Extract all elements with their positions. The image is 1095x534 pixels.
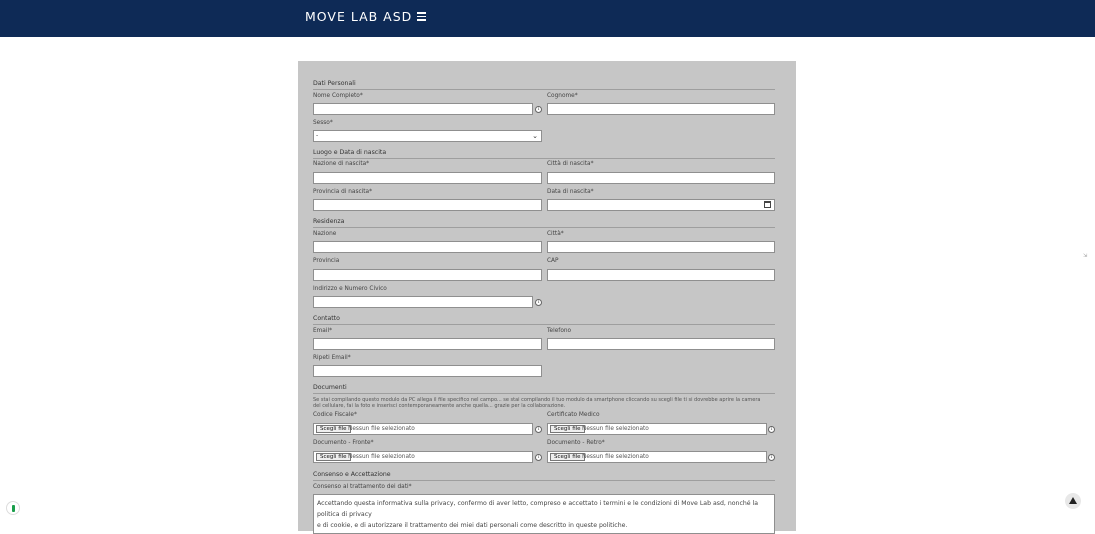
nome-input[interactable] [313,103,533,115]
back-choose-button[interactable]: Scegli file [550,453,585,461]
res-province-input[interactable] [313,269,542,281]
birth-city-input[interactable] [547,172,775,184]
consent-textarea[interactable] [313,494,775,534]
repeat-email-input[interactable] [313,365,542,377]
section-title-documents: Documenti [313,384,775,394]
address-info-icon[interactable]: i [535,299,542,306]
email-label: Email* [313,328,332,334]
registration-form [298,61,796,531]
consent-label: Consenso al trattamento dei dati* [313,484,412,490]
back-info-icon[interactable]: i [768,454,775,461]
consent-text-line1: Accettando questa informativa sulla privacy, confermo di aver letto, compreso e accettato i termini e le condizioni di Move Lab asd, nonché la politica di privacy [317,500,759,518]
top-navbar [0,0,1095,37]
email-input[interactable] [313,338,542,350]
cap-input[interactable] [547,269,775,281]
res-city-label: Città* [547,231,564,237]
birth-province-input[interactable] [313,199,542,211]
documents-note [313,397,775,409]
nome-info-icon[interactable]: i [535,106,542,113]
doc-front-label: Documento - Fronte* [313,440,374,446]
doc-front-file-input[interactable] [313,451,533,463]
res-city-input[interactable] [547,241,775,253]
address-input[interactable] [313,296,533,308]
cap-label: CAP [547,258,559,264]
consent-text-line2: e di cookie, e di autorizzare il trattamento dei miei dati personali come descritto in queste politiche. [317,522,628,529]
birth-nation-input[interactable] [313,172,542,184]
front-choose-button[interactable]: Scegli file [316,453,351,461]
cognome-label: Cognome* [547,93,578,99]
birth-date-input[interactable] [547,199,775,211]
side-widget-icon[interactable]: ⇲ [1083,253,1088,259]
doc-back-label: Documento - Retro* [547,440,605,446]
nome-label: Nome Completo* [313,93,363,99]
res-province-label: Provincia [313,258,340,264]
cert-choose-button[interactable]: Scegli file [550,425,585,433]
sesso-select[interactable] [313,130,542,142]
res-nation-input[interactable] [313,241,542,253]
cf-label: Codice Fiscale* [313,412,357,418]
section-title-contact: Contatto [313,315,775,325]
address-label: Indirizzo e Numero Civico [313,286,387,292]
section-title-residence: Residenza [313,218,775,228]
section-title-birth: Luogo e Data di nascita [313,149,775,159]
cookie-badge-icon[interactable] [6,501,20,515]
calendar-icon[interactable] [764,201,771,208]
birth-nation-label: Nazione di nascita* [313,161,370,167]
cf-file-input[interactable] [313,423,533,435]
cf-info-icon[interactable]: i [535,426,542,433]
birth-city-label: Città di nascita* [547,161,594,167]
chevron-down-icon: ⌄ [532,132,538,140]
cf-choose-button[interactable]: Scegli file [316,425,351,433]
brand-logo[interactable]: MOVE LAB ASD [305,9,413,24]
res-nation-label: Nazione [313,231,337,237]
phone-label: Telefono [547,328,572,334]
documents-note-line2: del cellulare, fai la foto e inserisci contemporaneamente anche quella... grazie per la collaborazione. [313,403,566,409]
back-file-status: Nessun file selezionato [582,454,649,460]
front-info-icon[interactable]: i [535,454,542,461]
birth-province-label: Provincia di nascita* [313,189,373,195]
cert-file-status: Nessun file selezionato [582,426,649,432]
cognome-input[interactable] [547,103,775,115]
cert-file-input[interactable] [547,423,767,435]
front-file-status: Nessun file selezionato [348,454,415,460]
repeat-email-label: Ripeti Email* [313,355,351,361]
phone-input[interactable] [547,338,775,350]
documents-note-line1: Se stai compilando questo modulo da PC allega il file specifico nel campo... se stai compilando il tuo modulo da smartphone cliccando su scegli file ti si dovrebbe aprire la camera [313,397,761,403]
arrow-up-icon[interactable] [1065,493,1081,509]
birth-date-label: Data di nascita* [547,189,594,195]
cf-file-status: Nessun file selezionato [348,426,415,432]
doc-back-file-input[interactable] [547,451,767,463]
cert-label: Certificato Medico [547,412,600,418]
section-title-personal: Dati Personali [313,80,775,90]
cert-info-icon[interactable]: i [768,426,775,433]
sesso-value: - [316,132,319,139]
hamburger-icon[interactable] [417,12,426,20]
sesso-label: Sesso* [313,120,333,126]
section-title-consent: Consenso e Accettazione [313,471,775,481]
